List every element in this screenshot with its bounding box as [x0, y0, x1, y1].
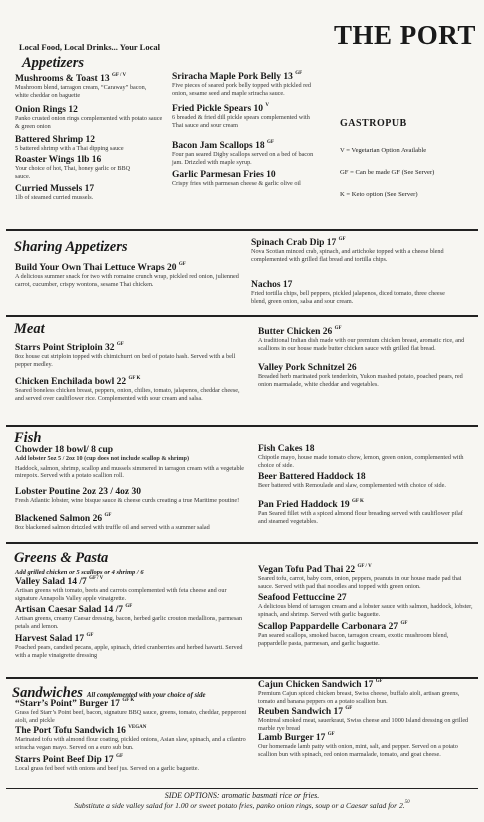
item-name: Artisan Caesar Salad 14 /7 [15, 605, 124, 615]
item-desc: Artisan greens, creamy Caesar dressing, bacon, herbed garlic crouton medallions, parmesan petals and lemon. [15, 615, 243, 630]
item-name: Lobster Poutine 2oz 23 / 4oz 30 [15, 487, 141, 497]
item-desc: Nova Scotian minced crab, spinach, and artichoke topped with a cheese blend complemented with grilled flat bread and tortilla chips. [251, 248, 444, 263]
item-name: Blackened Salmon 26 [15, 514, 103, 524]
menu-item [258, 593, 474, 618]
menu-item [172, 72, 324, 97]
legend-k: K = Keto option (See Server) [340, 191, 418, 198]
item-tag: GF K [122, 698, 135, 703]
item-desc: Montreal smoked meat, sauerkraut, Swiss cheese and 1000 Island dressing on grilled marble rye bread [258, 717, 469, 732]
item-name: Battered Shrimp 12 [15, 135, 96, 145]
item-desc: 5 battered shrimp with a Thai dipping sauce [15, 145, 124, 153]
item-name: Chowder 18 bowl/ 8 cup [15, 445, 114, 455]
item-desc: Breaded herb marinated pork tenderloin, Yukon mashed potato, poached pears, red onion marmalade, white cheddar and vegetables. [258, 373, 463, 388]
divider [6, 677, 478, 679]
divider [6, 229, 478, 231]
item-tag: GF / V [89, 576, 104, 581]
item-tag: GF [267, 140, 274, 145]
menu-item [15, 577, 247, 602]
item-name: Scallop Pappardelle Carbonara 27 [258, 622, 399, 632]
item-tag: GF [178, 262, 186, 267]
item-desc: Seared tofu, carrot, baby corn, onion, peppers, peanuts in our house made pad thai sauce. Served with pad thai noodles and topped with green onion. [258, 575, 462, 590]
item-name: Onion Rings 12 [15, 105, 78, 115]
menu-item [258, 444, 472, 469]
sandwiches-subtitle: All complemented with your choice of side [86, 692, 206, 699]
menu-item [15, 514, 251, 532]
item-desc: Five pieces of seared pork belly topped with pickled red onion, sesame seed and maple sriracha sauce. [172, 82, 312, 97]
menu-item [258, 472, 472, 490]
item-tag: GF K [128, 376, 141, 381]
item-tag: VEGAN [128, 725, 147, 730]
item-desc: Crispy fries with parmesan cheese & garlic olive oil [172, 180, 301, 188]
item-desc: Fried tortilla chips, bell peppers, pickled jalapenos, diced tomato, three cheese blend, green onion, salsa and sour cream. [251, 290, 445, 305]
menu-item [15, 487, 251, 505]
brand-subtitle: GASTROPUB [340, 118, 407, 129]
appetizers-title: Appetizers [22, 55, 85, 71]
divider [6, 788, 478, 789]
item-desc: Haddock, salmon, shrimp, scallop and mussels simmered in tarragon cream with a vegetable mirepoix. Served with a potato scallion roll. [15, 464, 245, 480]
item-tag: GF [104, 513, 112, 518]
divider [6, 315, 478, 317]
item-name: Curried Mussels 17 [15, 184, 95, 194]
item-desc: Beer battered with Remoulade and slaw, complemented with choice of side. [258, 482, 446, 490]
footer-substitute [0, 801, 484, 810]
footer-side-options: SIDE OPTIONS: aromatic basmati rice or fries. [164, 791, 320, 800]
menu-item [15, 699, 251, 724]
menu-item [15, 135, 145, 153]
menu-item [251, 280, 461, 305]
brand-title: THE PORT [334, 20, 476, 50]
item-desc: Fresh Atlantic lobster, wine bisque sauce & cheese curds creating a true Maritime poutine! [15, 497, 240, 505]
footer [0, 791, 484, 810]
item-desc: Our homemade lamb patty with onion, mint, salt, and pepper. Served on a potato scallion bun with spinach, red onion marmalade, tomato, and goat cheese. [258, 743, 458, 758]
item-name: Fried Pickle Spears 10 [172, 104, 264, 114]
item-tag: GF [375, 679, 383, 684]
item-desc: 6 breaded & fried dill pickle spears complemented with Thai sauce and sour cream [172, 114, 310, 129]
item-name: “Starr’s Point” Burger 17 [15, 699, 120, 709]
item-name: Chicken Enchilada bowl 22 [15, 377, 127, 387]
menu-item [15, 445, 251, 479]
menu-item [15, 605, 247, 630]
item-desc: Panko crusted onion rings complemented with potato sauce & green onion [15, 115, 163, 130]
menu-item [15, 105, 167, 130]
item-desc: Add lobster 5oz 5 / 2oz 10 (cup does not include scallop & shrimp) [15, 455, 190, 463]
item-name: Nachos 17 [251, 280, 293, 290]
item-tag: GF / V [357, 564, 372, 569]
item-name: Butter Chicken 26 [258, 327, 333, 337]
menu-item [258, 707, 474, 732]
tagline: Local Food, Local Drinks... Your Local [19, 42, 160, 52]
item-desc: Seared boneless chicken breast, peppers, onion, chilies, tomato, jalapenos, cheddar cheese, and served over cauliflower rice. Complemented with sour cream and salsa. [15, 387, 240, 402]
footer-substitute-text: Substitute a side valley salad for 1.00 or sweet potato fries, panko onion rings, soup or a Caesar salad for 2. [74, 801, 405, 810]
item-desc: A traditional Indian dish made with our premium chicken breast, aromatic rice, and scallions in our house made butter chicken sauce with grilled flat bread. [258, 337, 465, 352]
menu-item [15, 155, 139, 180]
item-name: Pan Fried Haddock 19 [258, 500, 350, 510]
item-desc: A delicious blend of tarragon cream and a lobster sauce with salmon, haddock, lobster, spinach, and shrimp. Served with garlic baguette. [258, 603, 473, 618]
item-name: Cajun Chicken Sandwich 17 [258, 680, 374, 690]
item-name: Seafood Fettuccine 27 [258, 593, 347, 603]
item-desc: Mushroom blend, tarragon cream, “Caraway” bacon, white cheddar on baguette [15, 84, 147, 99]
divider [6, 425, 478, 427]
menu-item [258, 622, 474, 647]
item-desc: Four pan seared Digby scallops served on a bed of bacon jam. Drizzled with maple syrup. [172, 151, 314, 166]
item-desc: Grass fed Starr’s Point beef, bacon, signature BBQ sauce, greens, tomato, cheddar, pepperoni aioli, and pickle [15, 709, 247, 724]
item-tag: GF K [351, 499, 364, 504]
item-desc: 8oz blackened salmon drizzled with truffle oil and served with a summer salad [15, 524, 210, 532]
menu-item [172, 170, 324, 188]
menu-item [258, 680, 474, 705]
item-tag: GF [125, 604, 133, 609]
menu-item [15, 74, 161, 99]
item-tag: GF [86, 633, 94, 638]
item-name: Garlic Parmesan Fries 10 [172, 170, 276, 180]
item-name: Starrs Point Beef Dip 17 [15, 755, 114, 765]
item-name: Spinach Crab Dip 17 [251, 238, 337, 248]
item-name: Reuben Sandwich 17 [258, 707, 343, 717]
item-desc: A delicious summer snack for two with romaine crunch wrap, pickled red onion, julienned carrot, cucumber, crispy wontons, sesame Thai chicken. [15, 273, 239, 288]
legend-v: V = Vegetarian Option Available [340, 147, 427, 154]
item-name: Sriracha Maple Pork Belly 13 [172, 72, 293, 82]
menu-item [15, 634, 247, 659]
menu-item [15, 343, 245, 368]
sandwiches-title: Sandwiches [12, 685, 83, 701]
item-name: Fish Cakes 18 [258, 444, 315, 454]
menu-item [172, 104, 310, 129]
item-tag: GF [295, 71, 303, 76]
item-name: Vegan Tofu Pad Thai 22 [258, 565, 356, 575]
item-desc: Local grass fed beef with onions and beef jus. Served on a garlic baguette. [15, 765, 200, 773]
item-desc: Chipotle mayo, house made tomato chow, lemon, green onion, complemented with choice of side. [258, 454, 464, 469]
item-desc: Pan Seared fillet with a spiced almond flour breading served with cauliflower pilaf and steamed vegetables. [258, 510, 463, 525]
greens-title: Greens & Pasta [14, 550, 109, 566]
item-name: Valley Salad 14 /7 [15, 577, 87, 587]
item-tag: GF [345, 706, 353, 711]
item-desc: Pan seared scallops, smoked bacon, tarragon cream, exotic mushroom blend, pappardelle pasta, parmesan, and garlic baguette. [258, 632, 449, 647]
item-tag: GF [334, 326, 342, 331]
item-name: Build Your Own Thai Lettuce Wraps 20 [15, 263, 177, 273]
item-name: Roaster Wings 1lb 16 [15, 155, 102, 165]
menu-item [15, 726, 251, 751]
item-tag: GF [116, 754, 124, 759]
menu-item [15, 184, 155, 202]
divider [6, 542, 478, 544]
menu-item [15, 755, 251, 773]
sharing-title: Sharing Appetizers [14, 239, 128, 255]
item-name: Lamb Burger 17 [258, 733, 326, 743]
item-name: Valley Pork Schnitzel 26 [258, 363, 357, 373]
item-desc: Artisan greens with tomato, beets and carrots complemented with feta cheese and our signature Annapolis Valley apple vinaigrette. [15, 587, 227, 602]
menu-item [15, 377, 245, 402]
item-name: Mushrooms & Toast 13 [15, 74, 110, 84]
item-name: Beer Battered Haddock 18 [258, 472, 366, 482]
menu-item [258, 500, 472, 525]
menu-item [15, 263, 245, 288]
item-tag: GF / V [111, 73, 127, 78]
menu-item [258, 327, 478, 352]
item-desc: Marinated tofu with almond flour coating, pickled onions, Asian slaw, spinach, and a cilantro sriracha vegan mayo. Served on a euro sub bun. [15, 736, 246, 751]
legend-gf: GF = Can be made GF (See Server) [340, 169, 435, 176]
item-desc: Poached pears, candied pecans, apple, spinach, dried cranberries and herbed havarti. Served with a maple vinaigrette dressing [15, 644, 243, 659]
item-name: Starrs Point Striploin 32 [15, 343, 115, 353]
item-desc: Premium Cajun spiced chicken breast, Swiss cheese, buffalo aioli, artisan greens, tomato and banana peppers on a potato scallion bun. [258, 690, 460, 705]
menu-item [172, 141, 324, 166]
item-desc: Your choice of hot, Thai, honey garlic or BBQ sauce. [15, 165, 131, 180]
footer-substitute-sup: 50 [404, 800, 410, 805]
item-tag: V [265, 103, 270, 108]
menu-item [251, 238, 475, 263]
item-name: The Port Tofu Sandwich 16 [15, 726, 126, 736]
greens-subtitle: Add grilled chicken or 5 scallops or 4 shrimp / 6 [15, 569, 144, 576]
item-desc: 8oz house cut striploin topped with chimichurri on bed of potato hash. Served with a bell pepper medley. [15, 353, 236, 368]
item-tag: GF [116, 342, 124, 347]
item-desc: 1lb of steamed curried mussels. [15, 194, 94, 202]
item-name: Harvest Salad 17 [15, 634, 85, 644]
fish-title: Fish [14, 430, 42, 446]
item-name: Bacon Jam Scallops 18 [172, 141, 265, 151]
meat-title: Meat [14, 321, 45, 337]
menu-item [258, 565, 474, 590]
menu-item [258, 363, 478, 388]
item-tag: GF [327, 732, 335, 737]
item-tag: GF [400, 621, 408, 626]
item-tag: GF [338, 237, 346, 242]
menu-item [258, 733, 474, 758]
